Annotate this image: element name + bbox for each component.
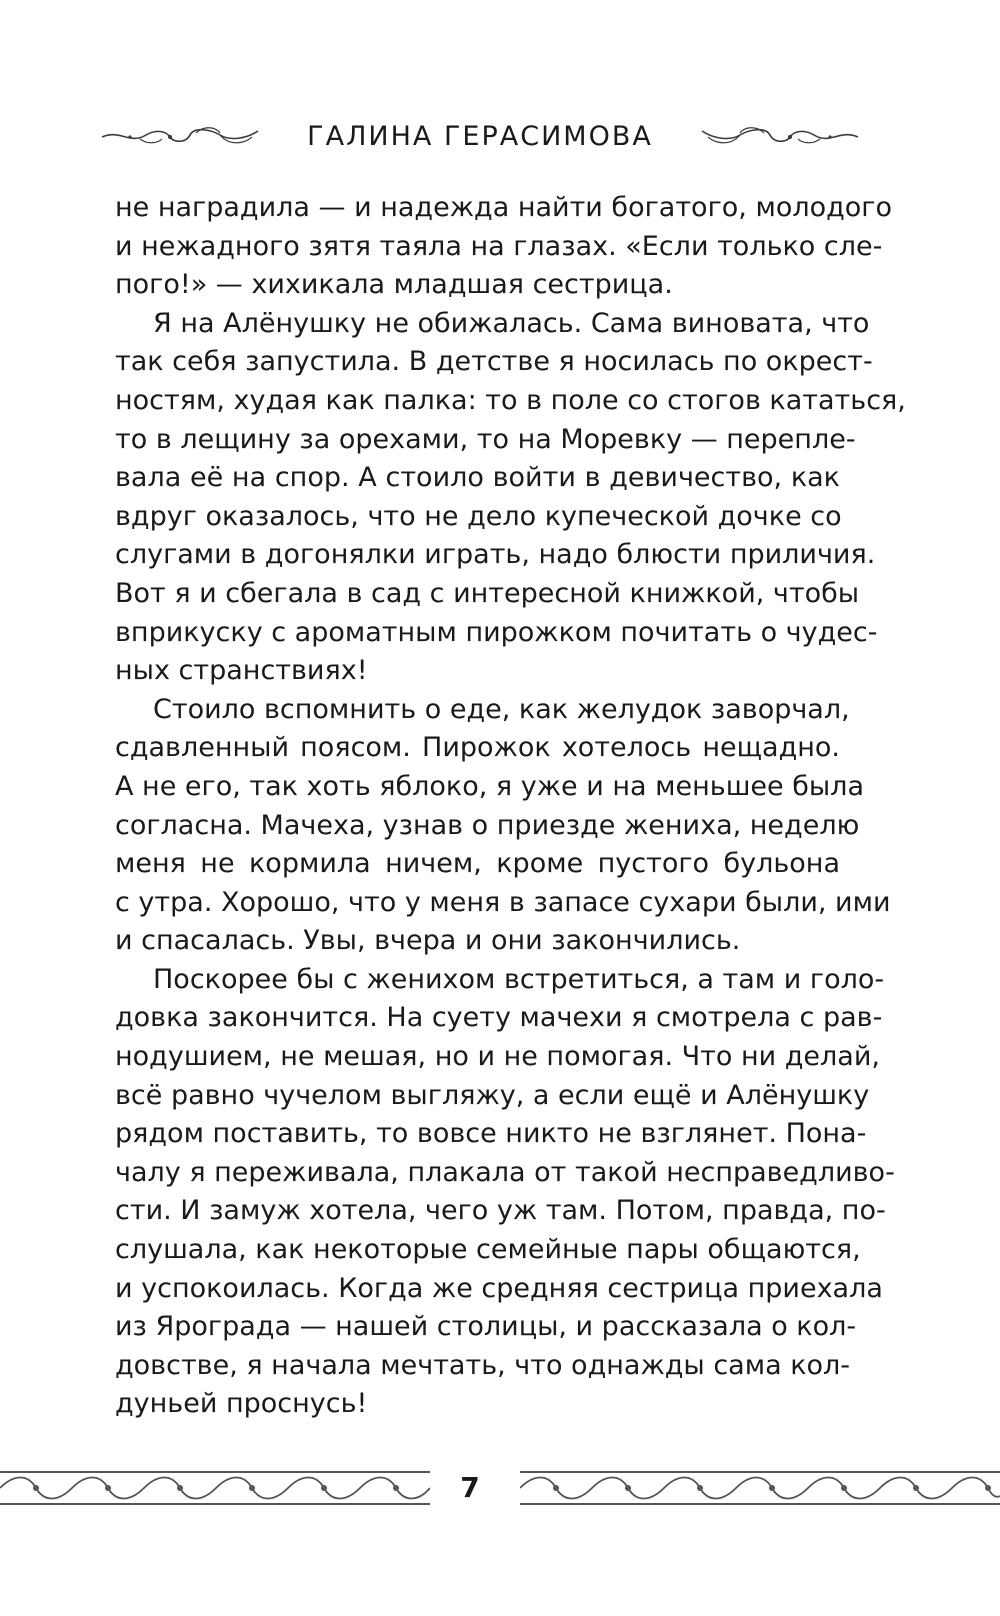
text-line: рядом поставить, то вовсе никто не взглянет. Пона- xyxy=(115,1118,867,1150)
text-line: Стоило вспомнить о еде, как желудок заворчал, xyxy=(153,693,850,725)
text-line: нодушием, не мешая, но и не помогая. Что ни делай, xyxy=(115,1041,880,1073)
text-line: довстве, я начала мечтать, что однажды сама кол- xyxy=(115,1349,851,1381)
text-line: дуньей проснусь! xyxy=(115,1388,368,1420)
text-line: вприкуску с ароматным пирожком почитать о чудес- xyxy=(115,616,878,648)
left-ornament-icon xyxy=(100,121,260,151)
text-line: то в лещину за орехами, то на Моревку — перепле- xyxy=(115,423,856,455)
text-line: из Ярограда — нашей столицы, и рассказала о кол- xyxy=(115,1311,857,1343)
text-line: с утра. Хорошо, что у меня в запасе сухари были, ими xyxy=(115,886,891,918)
running-title: ГАЛИНА ГЕРАСИМОВА xyxy=(307,120,653,152)
text-line: слушала, как некоторые семейные пары общаются, xyxy=(115,1234,861,1266)
page-footer xyxy=(0,1466,1000,1510)
body-text xyxy=(115,189,906,1424)
right-ornament-icon xyxy=(700,121,860,151)
text-line: пого!» — хихикала младшая сестрица. xyxy=(115,269,673,301)
text-line: и спасалась. Увы, вчера и они закончились. xyxy=(115,925,741,957)
page-number: 7 xyxy=(460,1471,480,1504)
text-line: меня не кормила ничем, кроме пустого бульона xyxy=(115,848,840,880)
text-line: Вот я и сбегала в сад с интересной книжкой, чтобы xyxy=(115,577,860,609)
text-line: чалу я переживала, плакала от такой несправедливо- xyxy=(115,1156,895,1188)
text-line: не наградила — и надежда найти богатого, молодого xyxy=(115,192,893,223)
text-line: и успокоилась. Когда же средняя сестрица приехала xyxy=(115,1272,883,1304)
text-line: всё равно чучелом выгляжу, а если ещё и Алёнушку xyxy=(115,1079,870,1111)
text-line: Я на Алёнушку не обижалась. Сама виновата, что xyxy=(153,307,870,339)
text-line: Поскорее бы с женихом встретиться, а там и голо- xyxy=(153,963,885,995)
text-line: вдруг оказалось, что не дело купеческой дочке со xyxy=(115,500,842,532)
text-line: довка закончится. На суету мачехи я смотрела с рав- xyxy=(115,1002,883,1034)
text-line: вала её на спор. А стоило войти в девичество, как xyxy=(115,462,840,494)
right-border-ornament-icon xyxy=(520,1466,1000,1510)
left-border-ornament-icon xyxy=(0,1466,430,1510)
text-line: ных странствиях! xyxy=(115,655,368,687)
text-line: согласна. Мачеха, узнав о приезде жениха, неделю xyxy=(115,809,860,841)
text-line: А не его, так хоть яблоко, я уже и на меньшее была xyxy=(115,770,864,802)
text-line: сдавленный поясом. Пирожок хотелось нещадно. xyxy=(115,732,840,764)
text-line: слугами в догонялки играть, надо блюсти приличия. xyxy=(115,539,876,571)
text-line: сти. И замуж хотела, чего уж там. Потом, правда, по- xyxy=(115,1195,886,1227)
text-line: и нежадного зятя таяла на глазах. «Если только сле- xyxy=(115,230,883,262)
running-header xyxy=(100,112,860,160)
text-line: так себя запустила. В детстве я носилась по окрест- xyxy=(115,346,873,378)
text-line: ностям, худая как палка: то в поле со стогов кататься, xyxy=(115,384,906,416)
